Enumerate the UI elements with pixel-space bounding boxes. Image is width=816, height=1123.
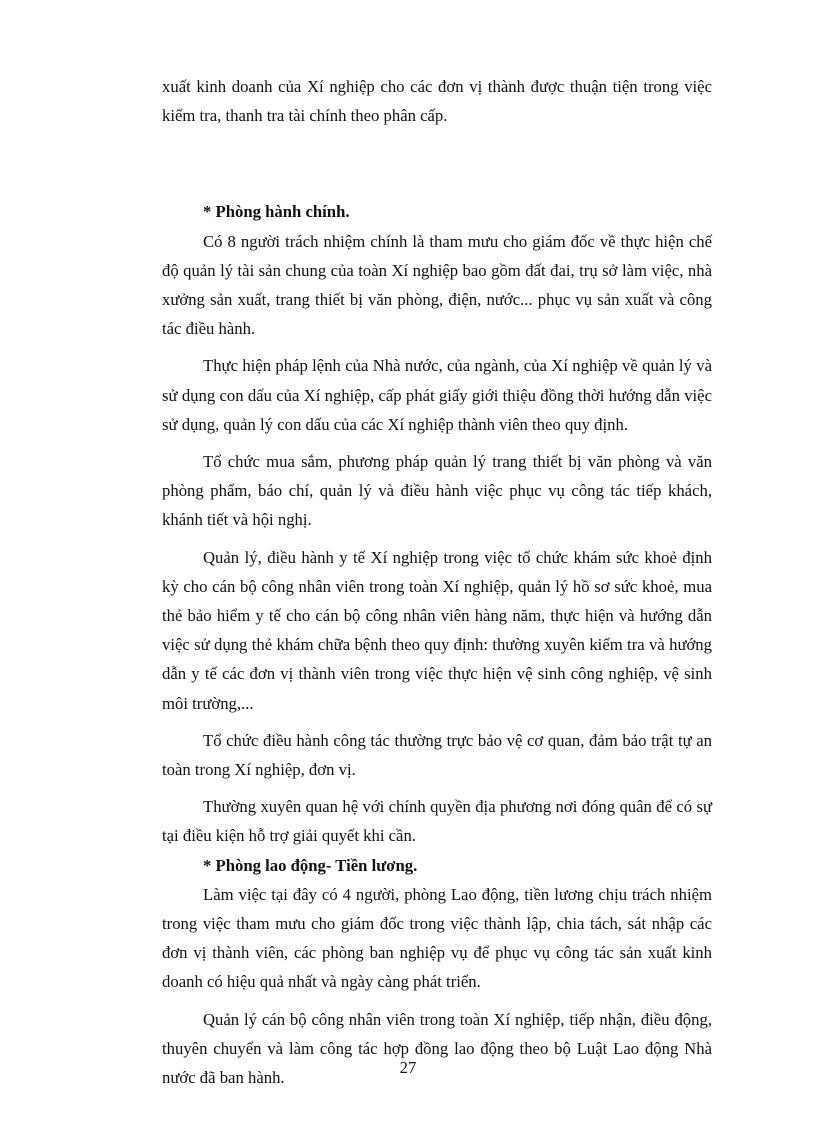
section-heading-labor-salary: * Phòng lao động- Tiền lương. [203, 855, 418, 875]
body-paragraph: Tổ chức điều hành công tác thường trực bảo vệ cơ quan, đảm bảo trật tự an toàn trong Xí nghiệp, đơn vị. [162, 730, 712, 780]
body-paragraph: Có 8 người trách nhiệm chính là tham mưu cho giám đốc về thực hiện chế độ quản lý tài sản chung của toàn Xí nghiệp bao gồm đất đai, trụ sở làm việc, nhà xưởng sản xuất, trang thiết bị văn phòng, điện, nước... phục vụ sản xuất và công tác điều hành. [162, 231, 712, 339]
body-paragraph: Thực hiện pháp lệnh của Nhà nước, của ngành, của Xí nghiệp về quản lý và sử dụng con dấu của Xí nghiệp, cấp phát giấy giới thiệu đồng thời hướng dẫn việc sử dụng, quản lý con dấu của các Xí nghiệp thành viên theo quy định. [162, 356, 712, 434]
section-heading-administration: * Phòng hành chính. [203, 202, 350, 222]
document-page [162, 72, 712, 1092]
body-paragraph: Quản lý cán bộ công nhân viên trong toàn Xí nghiệp, tiếp nhận, điều động, thuyên chuyển và làm công tác hợp đồng lao động theo bộ Luật Lao động Nhà nước đã ban hành. [162, 1009, 712, 1088]
body-paragraph: Tổ chức mua sắm, phương pháp quản lý trang thiết bị văn phòng và văn phòng phẩm, báo chí, quản lý và điều hành việc phục vụ công tác tiếp khách, khánh tiết và hội nghị. [162, 452, 712, 530]
body-paragraph: Quản lý, điều hành y tế Xí nghiệp trong việc tổ chức khám sức khoẻ định kỳ cho cán bộ công nhân viên trong toàn Xí nghiệp, quản lý hồ sơ sức khoẻ, mua thẻ bảo hiểm y tế cho cán bộ công nhân viên hàng năm, thực hiện và hướng dẫn việc sử dụng thẻ khám chữa bệnh theo quy định: thường xuyên kiểm tra và hướng dẫn y tế các đơn vị thành viên trong việc thực hiện vệ sinh công nghiệp, vệ sinh môi trường,... [162, 547, 712, 713]
intro-paragraph: xuất kinh doanh của Xí nghiệp cho các đơn vị thành được thuận tiện trong việc kiểm tra, thanh tra tài chính theo phân cấp. [162, 77, 712, 126]
body-paragraph: Làm việc tại đây có 4 người, phòng Lao động, tiền lương chịu trách nhiệm trong việc tham mưu cho giám đốc trong việc thành lập, chia tách, sát nhập các đơn vị thành viên, các phòng ban nghiệp vụ để phục vụ công tác sản xuất kinh doanh có hiệu quả nhất và ngày càng phát triển. [162, 884, 712, 992]
page-number: 27 [399, 1058, 417, 1077]
body-paragraph: Thường xuyên quan hệ với chính quyền địa phương nơi đóng quân để có sự tại điều kiện hỗ trợ giải quyết khi cần. [162, 797, 712, 846]
